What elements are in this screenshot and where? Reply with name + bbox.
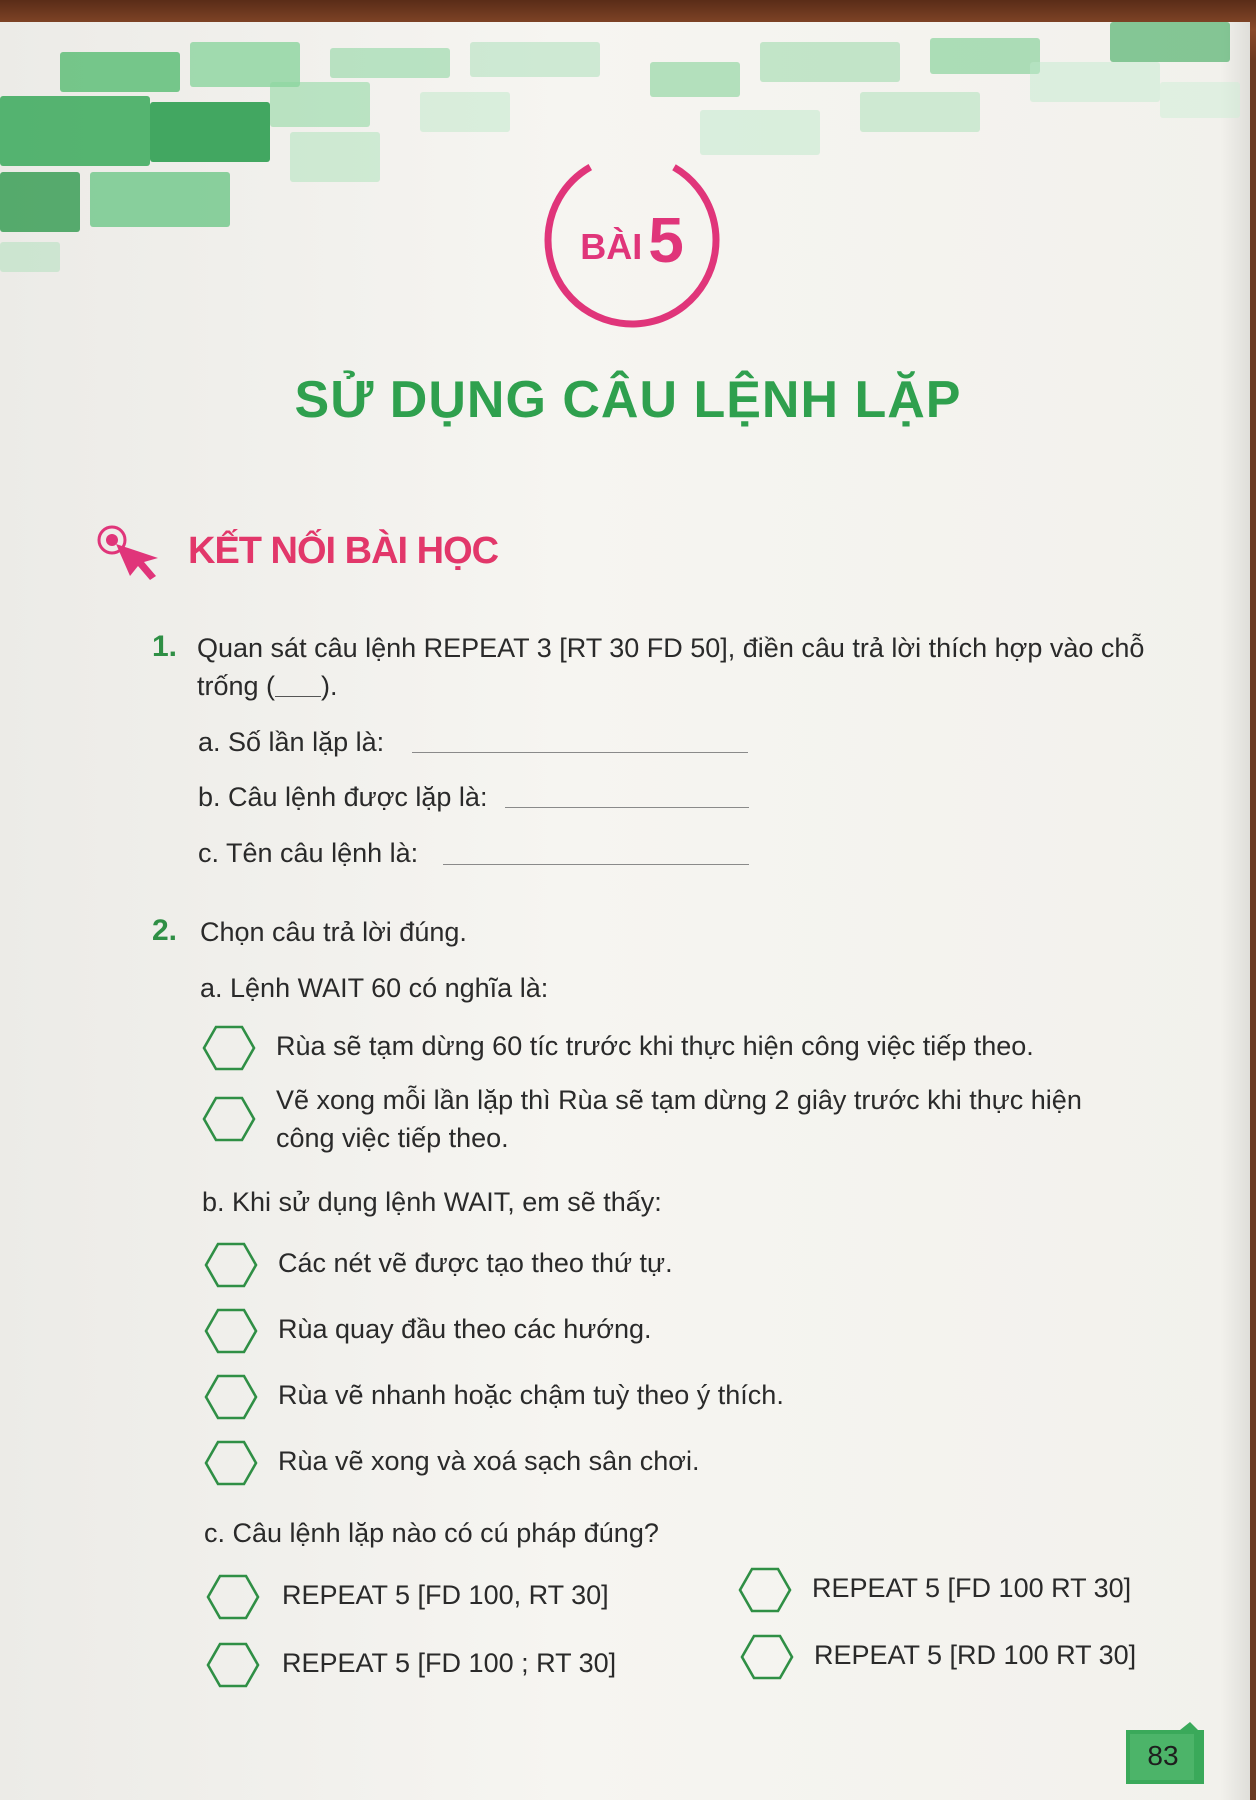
lesson-title: SỬ DỤNG CÂU LỆNH LẶP <box>294 371 962 429</box>
section-label: KẾT NỐI BÀI HỌC <box>188 530 499 572</box>
answer-1c-field[interactable] <box>443 864 749 865</box>
question-1-prompt-line2: trống ( ). <box>197 671 338 701</box>
option-2c-3-label: REPEAT 5 [FD 100 ; RT 30] <box>282 1648 617 1678</box>
section-heading <box>96 522 596 582</box>
lesson-number: 5 <box>648 204 684 276</box>
question-1-number: 1. <box>152 630 178 663</box>
option-2b-1-label: Các nét vẽ được tạo theo thứ tự. <box>278 1248 673 1278</box>
option-2c-2-checkbox[interactable] <box>738 1567 792 1613</box>
option-2a-2-label: Vẽ xong mỗi lần lặp thì Rùa sẽ tạm dừng 2 giây trước khi thực hiện <box>276 1085 1082 1115</box>
option-2b-2-checkbox[interactable] <box>204 1308 258 1354</box>
option-2b-4-label: Rùa vẽ xong và xoá sạch sân chơi. <box>278 1446 700 1476</box>
option-2b-3-label: Rùa vẽ nhanh hoặc chậm tuỳ theo ý thích. <box>278 1380 784 1410</box>
page-number-tab <box>1120 1720 1206 1786</box>
option-2a-2-label-line2: công việc tiếp theo. <box>276 1123 509 1153</box>
option-2c-1-checkbox[interactable] <box>206 1574 260 1620</box>
lesson-word: BÀI <box>580 226 643 267</box>
answer-1b-field[interactable] <box>505 807 749 808</box>
option-2b-3-checkbox[interactable] <box>204 1374 258 1420</box>
question-2-number: 2. <box>152 914 178 947</box>
option-2c-3-checkbox[interactable] <box>206 1642 260 1688</box>
question-1a-label: a. Số lần lặp là: <box>198 727 385 757</box>
question-1b-label: b. Câu lệnh được lặp là: <box>198 782 488 812</box>
lesson-badge <box>522 130 742 350</box>
question-2b-stem: b. Khi sử dụng lệnh WAIT, em sẽ thấy: <box>202 1187 662 1217</box>
option-2a-1-label: Rùa sẽ tạm dừng 60 tíc trước khi thực hiện công việc tiếp theo. <box>276 1031 1034 1061</box>
question-2a-stem: a. Lệnh WAIT 60 có nghĩa là: <box>200 973 549 1003</box>
textbook-page <box>0 22 1250 1800</box>
question-2-prompt: Chọn câu trả lời đúng. <box>200 917 467 947</box>
question-1c-label: c. Tên câu lệnh là: <box>198 838 419 868</box>
page-number: 83 <box>1147 1740 1179 1771</box>
cursor-click-icon <box>96 522 176 582</box>
option-2a-2-checkbox[interactable] <box>202 1096 256 1142</box>
option-2b-2-label: Rùa quay đầu theo các hướng. <box>278 1314 652 1344</box>
option-2b-1-checkbox[interactable] <box>204 1242 258 1288</box>
option-2c-1-label: REPEAT 5 [FD 100, RT 30] <box>282 1580 609 1610</box>
option-2c-4-checkbox[interactable] <box>740 1634 794 1680</box>
option-2c-2-label: REPEAT 5 [FD 100 RT 30] <box>812 1573 1132 1603</box>
answer-1a-field[interactable] <box>412 752 748 753</box>
inline-blank <box>275 696 321 697</box>
option-2a-1-checkbox[interactable] <box>202 1025 256 1071</box>
option-2c-4-label: REPEAT 5 [RD 100 RT 30] <box>814 1640 1137 1670</box>
option-2b-4-checkbox[interactable] <box>204 1440 258 1486</box>
question-1-prompt: Quan sát câu lệnh REPEAT 3 [RT 30 FD 50], điền câu trả lời thích hợp vào chỗ <box>197 633 1145 663</box>
question-2c-stem: c. Câu lệnh lặp nào có cú pháp đúng? <box>204 1518 659 1548</box>
